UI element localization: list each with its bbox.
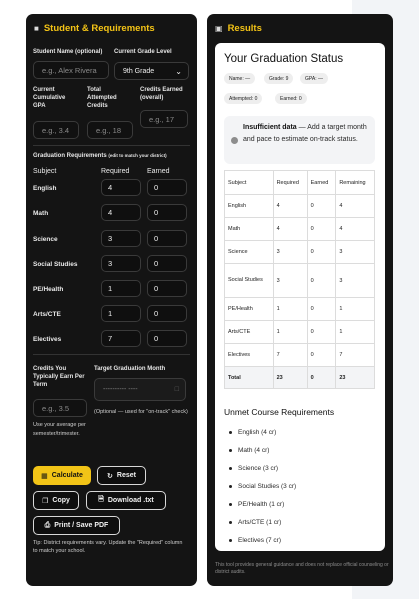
req-row-subject: Electives (33, 336, 62, 343)
table-header-row (225, 171, 375, 195)
reset-button[interactable]: ↻ Reset (97, 466, 146, 485)
chevron-down-icon: ⌄ (175, 66, 182, 76)
list-item: Electives (7 cr) (229, 531, 296, 549)
earned-credits-input[interactable]: e.g., 17 (140, 110, 188, 128)
grade-level-select[interactable]: 9th Grade ⌄ (114, 62, 189, 80)
student-requirements-panel (26, 14, 197, 586)
table-header: Earned (307, 171, 336, 195)
results-panel (207, 14, 393, 586)
file-icon: 🗎 (98, 496, 104, 503)
unmet-title: Unmet Course Requirements (224, 407, 335, 417)
divider (33, 145, 190, 146)
divider (33, 354, 190, 355)
req-earned-input[interactable]: 0 (147, 230, 187, 247)
clipboard-icon: ▣ (215, 24, 223, 33)
table-row: Social Studies 3 0 3 (225, 264, 375, 298)
req-earned-input[interactable]: 0 (147, 204, 187, 221)
col-earned-header: Earned (147, 168, 170, 175)
per-term-label: Credits You Typically Earn Per Term (33, 366, 85, 388)
req-required-input[interactable]: 4 (101, 179, 141, 196)
pill-grade: Grade: 9 (264, 73, 293, 84)
copy-button[interactable]: ❐ Copy (33, 491, 79, 510)
table-total-row: Total 23 0 23 (225, 367, 375, 389)
card-title: Your Graduation Status (224, 53, 344, 65)
gpa-label: Current Cumulative GPA (33, 87, 66, 109)
list-item: Math (4 cr) (229, 441, 296, 459)
col-required-header: Required (101, 168, 130, 175)
target-month-input[interactable]: ---------- ---- □ (94, 378, 186, 401)
student-name-label: Student Name (optional) (33, 49, 103, 55)
req-row-subject: Science (33, 236, 58, 243)
requirements-heading: Graduation Requirements (edit to match your district) (33, 153, 167, 159)
status-dot-icon (231, 137, 238, 144)
results-table (224, 170, 375, 389)
req-earned-input[interactable]: 0 (147, 280, 187, 297)
list-item: Social Studies (3 cr) (229, 477, 296, 495)
table-row: English 4 0 4 (225, 195, 375, 218)
pill-gpa: GPA: — (300, 73, 328, 84)
grade-level-label: Current Grade Level (114, 49, 172, 55)
copy-icon: ❐ (42, 497, 49, 505)
printer-icon: ⎙ (44, 521, 51, 529)
table-row: Math 4 0 4 (225, 218, 375, 241)
unmet-list (229, 423, 296, 549)
footnote: This tool provides general guidance and does not replace official counseling or district audits. (215, 562, 389, 575)
pill-earned: Earned: 0 (275, 93, 307, 104)
list-item: English (4 cr) (229, 423, 296, 441)
left-panel-title: ■ Student & Requirements (34, 23, 155, 34)
per-term-hint: Use your average per semester/trimester. (33, 422, 86, 437)
target-month-label: Target Graduation Month (94, 366, 166, 372)
refresh-icon: ↻ (107, 472, 113, 480)
req-earned-input[interactable]: 0 (147, 305, 187, 322)
req-row-subject: PE/Health (33, 286, 64, 293)
table-row: Electives 7 0 7 (225, 344, 375, 367)
right-panel-title: ▣ Results (215, 23, 262, 34)
col-subject-header: Subject (33, 168, 57, 175)
table-header: Subject (225, 171, 274, 195)
table-header: Remaining (336, 171, 375, 195)
list-item: Arts/CTE (1 cr) (229, 513, 296, 531)
req-required-input[interactable]: 7 (101, 330, 141, 347)
pill-attempted: Attempted: 0 (224, 93, 262, 104)
list-item: Science (3 cr) (229, 459, 296, 477)
student-name-input[interactable]: e.g., Alex Rivera (33, 61, 109, 79)
per-term-input[interactable]: e.g., 3.5 (33, 399, 87, 417)
req-required-input[interactable]: 3 (101, 255, 141, 272)
calendar-icon: □ (174, 386, 179, 393)
list-item: PE/Health (1 cr) (229, 495, 296, 513)
req-required-input[interactable]: 3 (101, 230, 141, 247)
req-required-input[interactable]: 1 (101, 305, 141, 322)
pill-name: Name: — (224, 73, 255, 84)
req-earned-input[interactable]: 0 (147, 330, 187, 347)
tip-text: Tip: District requirements vary. Update the "Required" column to match your school. (33, 540, 183, 554)
calculate-button[interactable]: ▦ Calculate (33, 466, 91, 485)
req-row-subject: Math (33, 210, 49, 217)
table-row: Science 3 0 3 (225, 241, 375, 264)
req-row-subject: Arts/CTE (33, 311, 61, 318)
calculator-icon: ▦ (41, 472, 48, 480)
graduation-cap-icon: ■ (34, 24, 39, 33)
attempted-credits-label: Total Attempted Credits (87, 87, 117, 109)
req-row-subject: Social Studies (33, 261, 78, 268)
req-required-input[interactable]: 1 (101, 280, 141, 297)
gpa-input[interactable]: e.g., 3.4 (33, 121, 79, 139)
print-button[interactable]: ⎙ Print / Save PDF (33, 516, 120, 535)
req-earned-input[interactable]: 0 (147, 255, 187, 272)
table-header: Required (273, 171, 307, 195)
attempted-credits-input[interactable]: e.g., 18 (87, 121, 133, 139)
req-required-input[interactable]: 4 (101, 204, 141, 221)
req-row-subject: English (33, 185, 57, 192)
target-month-hint: (Optional — used for "on-track" check) (94, 409, 188, 415)
download-button[interactable]: 🗎 Download .txt (86, 491, 166, 510)
table-row: PE/Health 1 0 1 (225, 298, 375, 321)
table-row: Arts/CTE 1 0 1 (225, 321, 375, 344)
status-notice: Insufficient data — Add a target month and pace to estimate on-track status. (224, 116, 375, 164)
earned-credits-label: Credits Earned (overall) (140, 87, 183, 101)
req-earned-input[interactable]: 0 (147, 179, 187, 196)
